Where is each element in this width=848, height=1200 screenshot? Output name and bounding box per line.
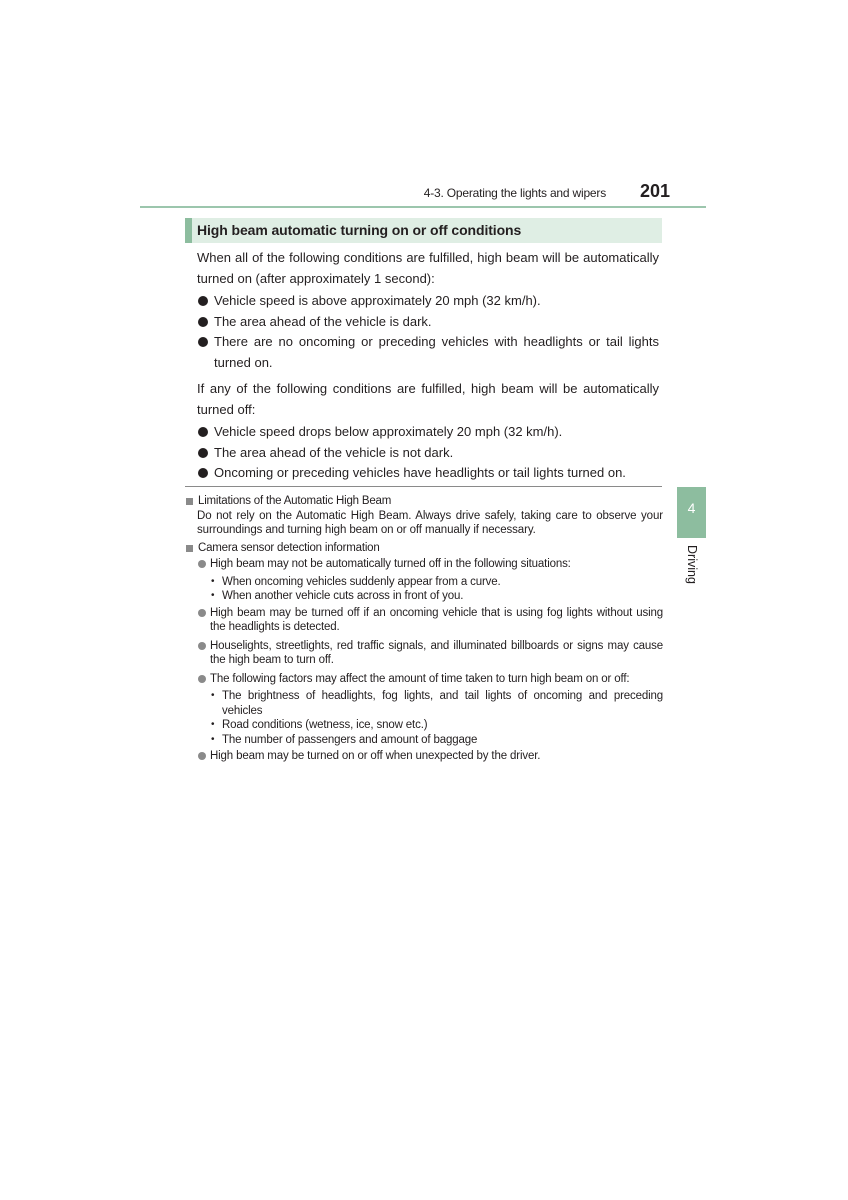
gray-bullet-icon — [198, 752, 206, 760]
camera-note-item — [185, 557, 663, 572]
gray-bullet-icon — [198, 675, 206, 683]
main-body — [197, 248, 659, 484]
chapter-tab — [677, 487, 706, 538]
notes-divider — [185, 486, 662, 487]
middle-dot-icon: • — [211, 690, 215, 701]
camera-note-item — [185, 749, 663, 764]
on-condition-text: There are no oncoming or preceding vehicles with headlights or tail lights turned on. — [214, 334, 659, 370]
off-conditions-intro: If any of the following conditions are fulfilled, high beam will be automatically turned off: — [197, 381, 659, 417]
square-bullet-icon — [186, 498, 193, 505]
bullet-icon — [198, 337, 208, 347]
on-conditions-intro: When all of the following conditions are fulfilled, high beam will be automatically turned on (after approximately 1 second): — [197, 250, 659, 286]
note-heading — [185, 494, 663, 509]
note-heading-text: Limitations of the Automatic High Beam — [198, 495, 392, 507]
sub-bullet-text: When another vehicle cuts across in front of you. — [222, 590, 464, 602]
sub-bullet-text: When oncoming vehicles suddenly appear from a curve. — [222, 575, 501, 588]
middle-dot-icon: • — [211, 590, 215, 601]
middle-dot-icon: • — [211, 719, 215, 730]
chapter-label-text: Driving — [685, 545, 699, 584]
limitations-text: Do not rely on the Automatic High Beam. Always drive safely, taking care to observe your surroundings and turning high beam on or off manually if necessary. — [197, 509, 663, 536]
gray-bullet-icon — [198, 609, 206, 617]
sub-bullet-item — [185, 718, 663, 733]
middle-dot-icon: • — [211, 733, 215, 745]
off-condition-text: Oncoming or preceding vehicles have headlights or tail lights turned on. — [214, 465, 626, 480]
on-condition-text: Vehicle speed is above approximately 20 mph (32 km/h). — [214, 293, 541, 308]
bullet-icon — [198, 448, 208, 458]
camera-note-item — [185, 606, 663, 635]
bullet-icon — [198, 296, 208, 306]
chapter-section-title: 4-3. Operating the lights and wipers — [423, 186, 606, 200]
on-condition-text: The area ahead of the vehicle is dark. — [214, 313, 432, 329]
camera-note-text: High beam may be turned on or off when unexpected by the driver. — [210, 750, 541, 762]
square-bullet-icon — [186, 545, 193, 552]
off-condition-text: The area ahead of the vehicle is not dark. — [214, 444, 454, 460]
bullet-icon — [198, 427, 208, 437]
page-header — [140, 178, 706, 208]
header-rule — [140, 206, 706, 208]
chapter-label — [683, 545, 699, 605]
off-condition-item — [197, 422, 659, 443]
on-condition-item — [197, 332, 659, 373]
on-condition-item — [197, 291, 659, 312]
notes-section — [185, 494, 663, 764]
camera-note-text: Houselights, streetlights, red traffic signals, and illuminated billboards or signs may cause the high beam to turn off. — [210, 639, 663, 666]
off-condition-text: Vehicle speed drops below approximately 20 mph (32 km/h). — [214, 424, 563, 439]
middle-dot-icon: • — [211, 575, 215, 587]
camera-note-text: High beam may not be automatically turned off in the following situations: — [210, 558, 571, 570]
chapter-number: 4 — [687, 500, 696, 516]
sub-bullet-item — [185, 575, 663, 590]
section-heading — [185, 218, 662, 243]
camera-note-item — [185, 639, 663, 668]
bullet-icon — [198, 468, 208, 478]
camera-note-item — [185, 672, 663, 687]
page-number: 201 — [639, 181, 670, 201]
sub-bullet-text: The brightness of headlights, fog lights, and tail lights of oncoming and preceding vehicles — [222, 690, 663, 717]
gray-bullet-icon — [198, 560, 206, 568]
sub-bullet-text: The number of passengers and amount of baggage — [222, 733, 478, 746]
camera-note-text: High beam may be turned off if an oncoming vehicle that is using fog lights without using the headlights is detected. — [210, 606, 663, 633]
sub-bullet-item — [185, 589, 663, 604]
sub-bullet-text: Road conditions (wetness, ice, snow etc.) — [222, 719, 428, 731]
sub-bullet-item — [185, 733, 663, 748]
camera-note-text: The following factors may affect the amount of time taken to turn high beam on or off: — [210, 672, 630, 685]
off-condition-item — [197, 443, 659, 464]
on-condition-item — [197, 312, 659, 333]
heading-accent-bar — [185, 218, 192, 243]
note-heading-text: Camera sensor detection information — [198, 541, 380, 554]
note-heading — [185, 541, 663, 556]
gray-bullet-icon — [198, 642, 206, 650]
section-heading-text: High beam automatic turning on or off conditions — [197, 222, 522, 238]
sub-bullet-item — [185, 689, 663, 718]
off-condition-item — [197, 463, 659, 484]
bullet-icon — [198, 317, 208, 327]
